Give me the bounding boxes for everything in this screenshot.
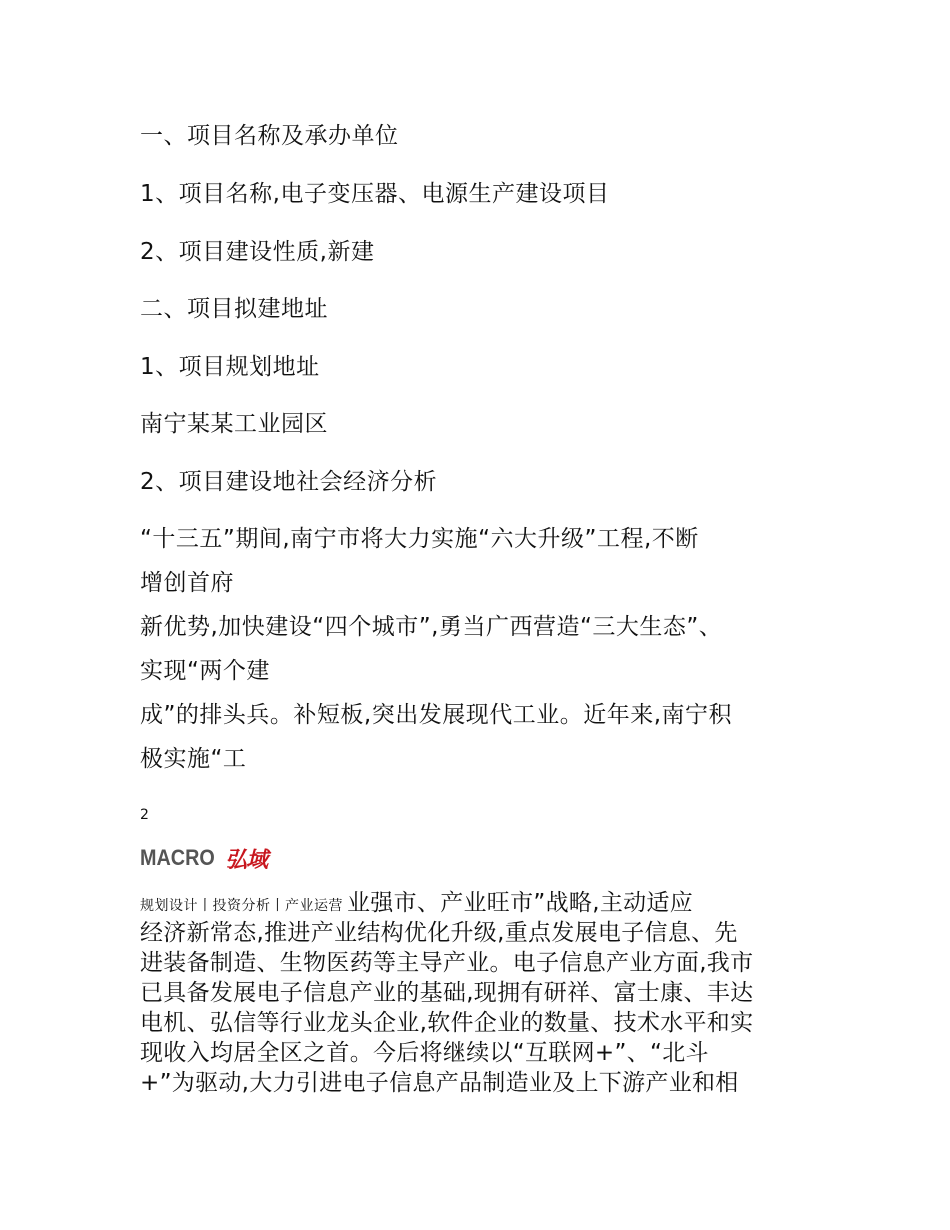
paragraph-line: 实现“两个建 bbox=[140, 658, 270, 684]
paragraph-line: 现收入均居全区之首。今后将继续以“互联网+”、“北斗 bbox=[140, 1040, 709, 1066]
paragraph-line: “十三五”期间,南宁市将大力实施“六大升级”工程,不断 bbox=[140, 526, 699, 552]
item-project-nature: 2、项目建设性质,新建 bbox=[140, 239, 375, 265]
paragraph-line: 极实施“工 bbox=[140, 746, 247, 772]
logo-macro-text: MACRO bbox=[140, 845, 215, 870]
item-socioeconomic-analysis: 2、项目建设地社会经济分析 bbox=[140, 469, 438, 495]
paragraph-line: 经济新常态,推进产业结构优化升级,重点发展电子信息、先 bbox=[140, 920, 738, 946]
paragraph-line bbox=[140, 888, 840, 918]
heading-project-name-section: 一、项目名称及承办单位 bbox=[140, 123, 399, 149]
page-number: 2 bbox=[140, 807, 149, 823]
location-text: 南宁某某工业园区 bbox=[140, 411, 328, 437]
header-tagline: 规划设计丨投资分析丨产业运营 bbox=[140, 898, 343, 914]
logo-mark: 弘域 bbox=[225, 847, 268, 873]
paragraph-line: +”为驱动,大力引进电子信息产品制造业及上下游产业和相 bbox=[140, 1070, 739, 1096]
paragraph-line: 已具备发展电子信息产业的基础,现拥有研祥、富士康、丰达 bbox=[140, 980, 754, 1006]
company-logo bbox=[140, 845, 267, 871]
paragraph-line: 电机、弘信等行业龙头企业,软件企业的数量、技术水平和实 bbox=[140, 1010, 754, 1036]
heading-project-location-section: 二、项目拟建地址 bbox=[140, 296, 328, 322]
paragraph-line: 进装备制造、生物医药等主导产业。电子信息产业方面,我市 bbox=[140, 950, 754, 976]
analysis-paragraph bbox=[140, 517, 830, 781]
paragraph-line: 成”的排头兵。补短板,突出发展现代工业。近年来,南宁积 bbox=[140, 702, 733, 728]
item-planned-location: 1、项目规划地址 bbox=[140, 354, 320, 380]
continued-first-line: 业强市、产业旺市”战略,主动适应 bbox=[347, 890, 694, 916]
paragraph-line: 新优势,加快建设“四个城市”,勇当广西营造“三大生态”、 bbox=[140, 614, 723, 640]
item-project-name: 1、项目名称,电子变压器、电源生产建设项目 bbox=[140, 181, 610, 207]
continued-paragraph bbox=[140, 888, 840, 1098]
paragraph-line: 增创首府 bbox=[140, 570, 234, 596]
